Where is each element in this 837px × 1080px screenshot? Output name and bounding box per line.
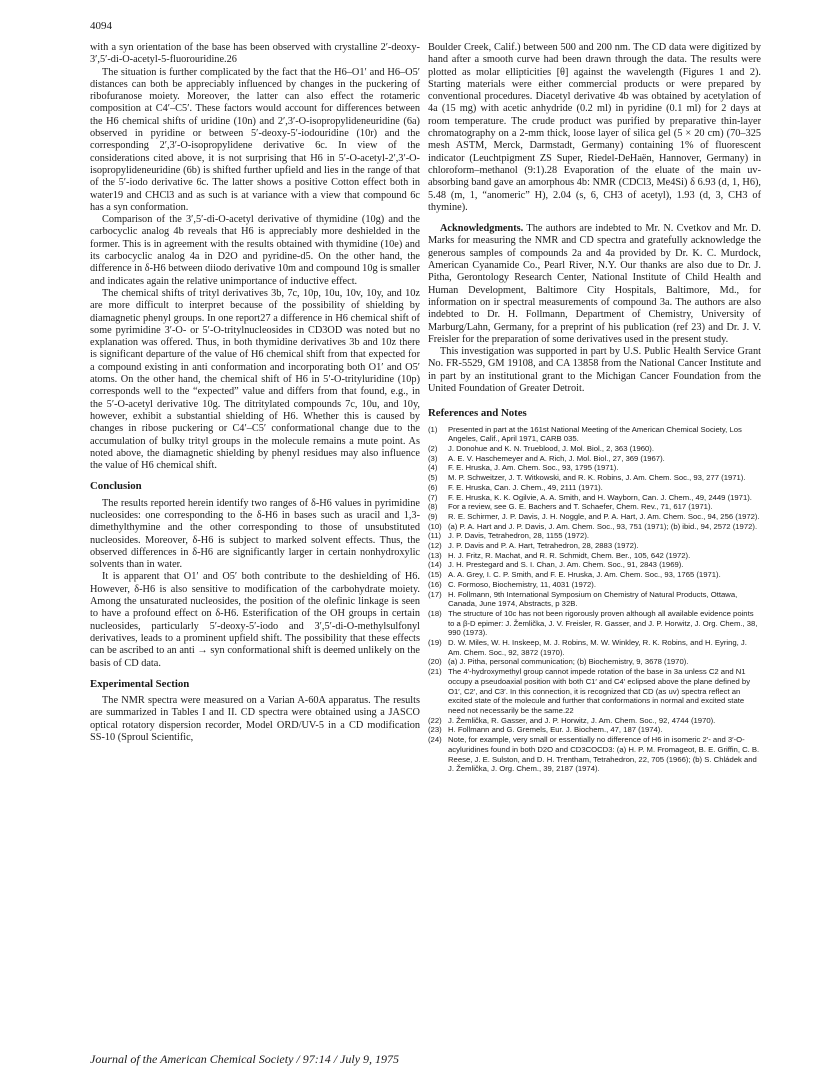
reference-number: (24) — [428, 735, 442, 745]
reference-number: (22) — [428, 715, 442, 725]
reference-number: (3) — [428, 453, 438, 463]
reference-number: (8) — [428, 502, 438, 512]
reference-item — [428, 444, 761, 454]
conclusion-paragraph: It is apparent that O1′ and O5′ both contribute to the deshielding of H6. However, δ-H6 is also sensitive to modification of the carbohydrate moiety. Among the unsaturated nucleosides, the position of the olefinic linkage is seen to have a profound effect on δ-H6. Esterification of the OH groups in certain nucleosides, particularly 5′-deoxy-5′-iodo and 3′,5′-di-O-methylsulfonyl derivatives, leads to a prominent upfield shift. The possibility that these effects can be ascribed to an anti → syn conformational shift is deemed unlikely on the basis of CD data. — [90, 571, 420, 669]
reference-text: F. E. Hruska, K. K. Ogilvie, A. A. Smith, and H. Wayborn, Can. J. Chem., 49, 2449 (1971). — [448, 492, 752, 502]
reference-item — [428, 454, 761, 464]
reference-item — [428, 502, 761, 512]
reference-item — [428, 483, 761, 493]
support-paragraph: This investigation was supported in part by U.S. Public Health Service Grant No. FR-5529, GM 19108, and CA 13858 from the National Cancer Institute and in part by an institutional grant to the Michigan Cancer Foundation from the United Foundation of Greater Detroit. — [428, 346, 761, 395]
reference-item — [428, 735, 761, 774]
reference-text: J. Donohue and K. N. Trueblood, J. Mol. Biol., 2, 363 (1960). — [448, 444, 654, 454]
page-number: 4094 — [90, 20, 112, 32]
reference-number: (13) — [428, 550, 442, 560]
reference-number: (16) — [428, 579, 442, 589]
reference-text: D. W. Miles, W. H. Inskeep, M. J. Robins, M. W. Winkley, R. K. Robins, and H. Eyring, J. Am. Chem. Soc., 92, 3872 (1970). — [448, 638, 747, 657]
reference-number: (18) — [428, 608, 442, 618]
reference-text: J. H. Prestegard and S. I. Chan, J. Am. Chem. Soc., 91, 2843 (1969). — [448, 560, 684, 570]
reference-item — [428, 463, 761, 473]
reference-text: For a review, see G. E. Bachers and T. Schaefer, Chem. Rev., 71, 617 (1971). — [448, 502, 713, 512]
reference-number: (9) — [428, 511, 438, 521]
reference-item — [428, 493, 761, 503]
experimental-paragraph: The NMR spectra were measured on a Varian A-60A apparatus. The results are summarized in Tables I and II. CD spectra were obtained using a JASCO optical rotatory dispersion recorder, Model ORD/UV-5 in a CD modification SS-10 (Sproul Scientific, — [90, 695, 420, 744]
reference-number: (10) — [428, 521, 442, 531]
body-paragraph: The chemical shifts of trityl derivatives 3b, 7c, 10p, 10u, 10v, 10y, and 10z are more difficult to interpret because of the possibility of shielding by diamagnetic phenyl groups. In one report27 a difference in H6 chemical shift of some pyrimidine 3′-O- or 5′-O-tritylnucleosides in CD3OD was noted but no explanation was offered. Thus, in both thymidine derivatives 3b and 10z there is significant departure of the value of H6 chemical shift from that expected for a compound existing in anti conformation and incorporating both O1′ and O5′ atoms. On the other hand, the chemical shift of H6 in 5′-O-trityluridine (10p) corresponds well to the “expected” value and differs from that found, e.g., in the 5′-O-acetyl derivative 10g. The ditritylated compounds 7c, 10u, and 10y, however, exhibit a substantial shielding of H6. Whether this is caused by changes in ribose puckering or C4′–C5′ conformational change due to the accumulation of bulky trityl groups in the molecule remains a mute point. As noted above, the diamagnetic shielding by phenyl residues may also influence the value of H6 chemical shift. — [90, 287, 420, 472]
reference-item — [428, 657, 761, 667]
conclusion-paragraph: The results reported herein identify two ranges of δ-H6 values in pyrimidine nucleosides: one corresponding to the δ-H6 in bases such as uracil and 1,3-dimethylthymine and the other corresponding to those of unsubstituted nucleosides. Moreover, δ-H6 is subject to marked solvent effects. Thus, the observed differences in δ-H6 are significantly larger in certain nonhydroxylic solvents than in water. — [90, 497, 420, 571]
reference-item — [428, 522, 761, 532]
experimental-heading: Experimental Section — [90, 677, 190, 690]
reference-item — [428, 638, 761, 657]
reference-text: J. P. Davis, Tetrahedron, 28, 1155 (1972). — [448, 531, 590, 541]
reference-text: The 4′-hydroxymethyl group cannot impede rotation of the base in 3a unless C2 and N1 occupy a pseudoaxial position with both C1′ and C4′ eclipsed above the plane defined by O1′, C2′, and C3′. In this connection, it is recognized that CD (as uv) spectra reflect an excited state of the molecule and further that conformations in normal and excited state need not necessarily be the same.22 — [448, 667, 751, 715]
references-heading: References and Notes — [428, 407, 527, 420]
references-list — [428, 425, 761, 774]
reference-number: (23) — [428, 725, 442, 735]
reference-number: (11) — [428, 531, 442, 541]
reference-item — [428, 570, 761, 580]
reference-number: (2) — [428, 444, 438, 454]
reference-item — [428, 531, 761, 541]
reference-text: F. E. Hruska, Can. J. Chem., 49, 2111 (1971). — [448, 482, 603, 492]
reference-number: (6) — [428, 482, 438, 492]
reference-number: (15) — [428, 570, 442, 580]
reference-text: Note, for example, very small or essentially no difference of H6 in isomeric 2′- and 3′-O-acyluridines found in both D2O and CD3COCD3: (a) H. P. M. Fromageot, B. E. Griffin, C. B. Reese, J. E. Sulston, and D. H. Trentham, Tetrahedron, 22, 705 (1966); (b) S. Chládek and J. Žemlička, J. Org. Chem., 39, 2187 (1974). — [448, 735, 760, 774]
reference-number: (19) — [428, 638, 442, 648]
body-paragraph: Comparison of the 3′,5′-di-O-acetyl derivative of thymidine (10g) and the carbocyclic analog 4b reveals that H6 is appreciably more deshielded in the former. This is in agreement with the results obtained with thymidine (10e) and its carbocyclic analog 4a in D2O and pyridine-d5. On the other hand, the difference in δ-H6 between diiodo derivative 10m and compound 10g is smaller and indicates again the relative unimportance of inductive effect. — [90, 214, 420, 287]
reference-item — [428, 560, 761, 570]
reference-text: M. P. Schweitzer, J. T. Witkowski, and R. K. Robins, J. Am. Chem. Soc., 93, 277 (1971). — [448, 473, 746, 483]
left-column — [90, 42, 420, 744]
reference-text: J. P. Davis and P. A. Hart, Tetrahedron, 28, 2883 (1972). — [448, 541, 639, 551]
acknowledgments-paragraph — [428, 223, 761, 346]
reference-item — [428, 667, 761, 716]
body-paragraph: with a syn orientation of the base has been observed with crystalline 2′-deoxy-3′,5′-di-O-acetyl-5-fluorouridine.26 — [90, 42, 420, 66]
reference-text: A. E. V. Haschemeyer and A. Rich, J. Mol. Biol., 27, 369 (1967). — [448, 453, 665, 463]
reference-item — [428, 590, 761, 609]
reference-text: H. J. Fritz, R. Machat, and R. R. Schmidt, Chem. Ber., 105, 642 (1972). — [448, 550, 691, 560]
conclusion-heading: Conclusion — [90, 480, 142, 493]
body-paragraph: The situation is further complicated by the fact that the H6–O1′ and H6–O5′ distances can both be appreciably influenced by changes in the puckering of ribofuranose moiety. Moreover, the latter can also effect the rotameric composition at C4′–C5′. These factors would account for differences between the H6 chemical shifts of uridine (10n) and 2′,3′-O-isopropylideneuridine (6a) observed in pyridine or between 5′-deoxy-5′-iodouridine (10r) and the corresponding 2′,3′-O-isopropylidene derivative 6c. In view of the considerations cited above, it is not surprising that H6 in 5′-O-acetyl-2′,3′-O-isopropylideneuridine (6b) is shifted further upfield and lies in the range of that of the 5′-iodo derivative 6c. The latter shows a positive Cotton effect both in water19 and CHCl3 and as such is at variance with a view that compound 6c has a syn conformation. — [90, 66, 420, 213]
reference-item — [428, 473, 761, 483]
reference-text: A. A. Grey, I. C. P. Smith, and F. E. Hruska, J. Am. Chem. Soc., 93, 1765 (1971). — [448, 570, 721, 580]
acknowledgments-label: Acknowledgments. — [440, 223, 524, 235]
reference-item — [428, 425, 761, 444]
reference-number: (1) — [428, 424, 438, 434]
reference-item — [428, 580, 761, 590]
reference-text: H. Follmann and G. Gremels, Eur. J. Biochem., 47, 187 (1974). — [448, 725, 663, 735]
reference-number: (4) — [428, 463, 438, 473]
reference-text: Presented in part at the 161st National Meeting of the American Chemical Society, Los Angeles, Calif., April 1971, CARB 035. — [448, 424, 742, 444]
reference-number: (17) — [428, 589, 442, 599]
reference-text: (a) P. A. Hart and J. P. Davis, J. Am. Chem. Soc., 93, 751 (1971); (b) ibid., 94, 2572 (1972). — [448, 521, 758, 531]
reference-item — [428, 609, 761, 638]
reference-number: (21) — [428, 667, 442, 677]
reference-item — [428, 551, 761, 561]
reference-text: H. Follmann, 9th International Symposium on Chemistry of Natural Products, Ottawa, Canada, June 1974, Abstracts, p 32B. — [448, 589, 738, 609]
reference-item — [428, 541, 761, 551]
reference-text: The structure of 10c has not been rigorously proven although all available evidence points to a β-D epimer: J. Žemlička, J. V. Freisler, R. Gasser, and J. P. Horwitz, J. Org. Chem., 38, 990 (1973). — [448, 608, 758, 638]
reference-text: F. E. Hruska, J. Am. Chem. Soc., 93, 1795 (1971). — [448, 463, 619, 473]
journal-footer: Journal of the American Chemical Society / 97:14 / July 9, 1975 — [90, 1052, 400, 1066]
reference-item — [428, 716, 761, 726]
acknowledgments-text: The authors are indebted to Mr. N. Cvetkov and Mr. D. Marks for measuring the NMR and CD spectra and gratefully acknowledge the generous samples of compounds 2a and 4a provided by Dr. K. C. Murdock, American Cyanamide Co., Pearl River, N.Y. Our thanks are also due to Dr. J. Pitha, Gerontology Research Center, National Institute of Child Health and Human Development, Baltimore City Hospitals, Baltimore, Md., for information on ir spectral measurements of compound 3a. The authors are also indebted to Dr. H. Follmann, Department of Chemistry, University of Marburg/Lahn, Germany, for a preprint of his publication (ref 23) and Dr. J. V. Freisler for the preparation of some derivatives used in the present study. — [428, 223, 762, 345]
reference-number: (5) — [428, 473, 438, 483]
reference-number: (20) — [428, 657, 442, 667]
reference-item — [428, 512, 761, 522]
reference-text: (a) J. Pitha, personal communication; (b) Biochemistry, 9, 3678 (1970). — [448, 657, 689, 667]
reference-number: (14) — [428, 560, 442, 570]
experimental-continued: Boulder Creek, Calif.) between 500 and 200 nm. The CD data were digitized by hand after a smooth curve had been drawn through the data. The results were plotted as molar ellipticities [θ] against the wavelength (Figures 1 and 2). Starting materials were either commercial products or were prepared by conventional procedures. Diacetyl derivative 4b was obtained by acetylation of 4a (15 mg) with acetic anhydride (0.2 ml) in pyridine (0.1 ml) for 2 days at room temperature. The crude product was purified by preparative thin-layer chromatography on a 2-mm thick, loose layer of silica gel (5 × 20 cm) (70–325 mesh ASTM, Merck, Darmstadt, Germany) containing 1% of fluorescent indicator (Leuchtpigment ZS Super, Riedel-DeHaën, Hannover, Germany) in chloroform–methanol (9:1).28 Evaporation of the eluate of the main uv-absorbing band gave an amorphous 4b: NMR (CDCl3, Me4Si) δ 6.93 (d, 1, H6), 5.48 (m, 1, “anomeric” H), 2.04 (s, 6, CH3 of acetyl), 1.93 (d, 3, CH3 of thymine). — [428, 42, 761, 213]
reference-number: (7) — [428, 492, 438, 502]
reference-item — [428, 725, 761, 735]
reference-number: (12) — [428, 541, 442, 551]
reference-text: C. Formoso, Biochemistry, 11, 4031 (1972). — [448, 579, 596, 589]
right-column — [428, 42, 761, 774]
reference-text: J. Žemlička, R. Gasser, and J. P. Horwitz, J. Am. Chem. Soc., 92, 4744 (1970). — [448, 715, 716, 725]
reference-text: R. E. Schirmer, J. P. Davis, J. H. Noggle, and P. A. Hart, J. Am. Chem. Soc., 94, 256 (1972). — [448, 511, 760, 521]
